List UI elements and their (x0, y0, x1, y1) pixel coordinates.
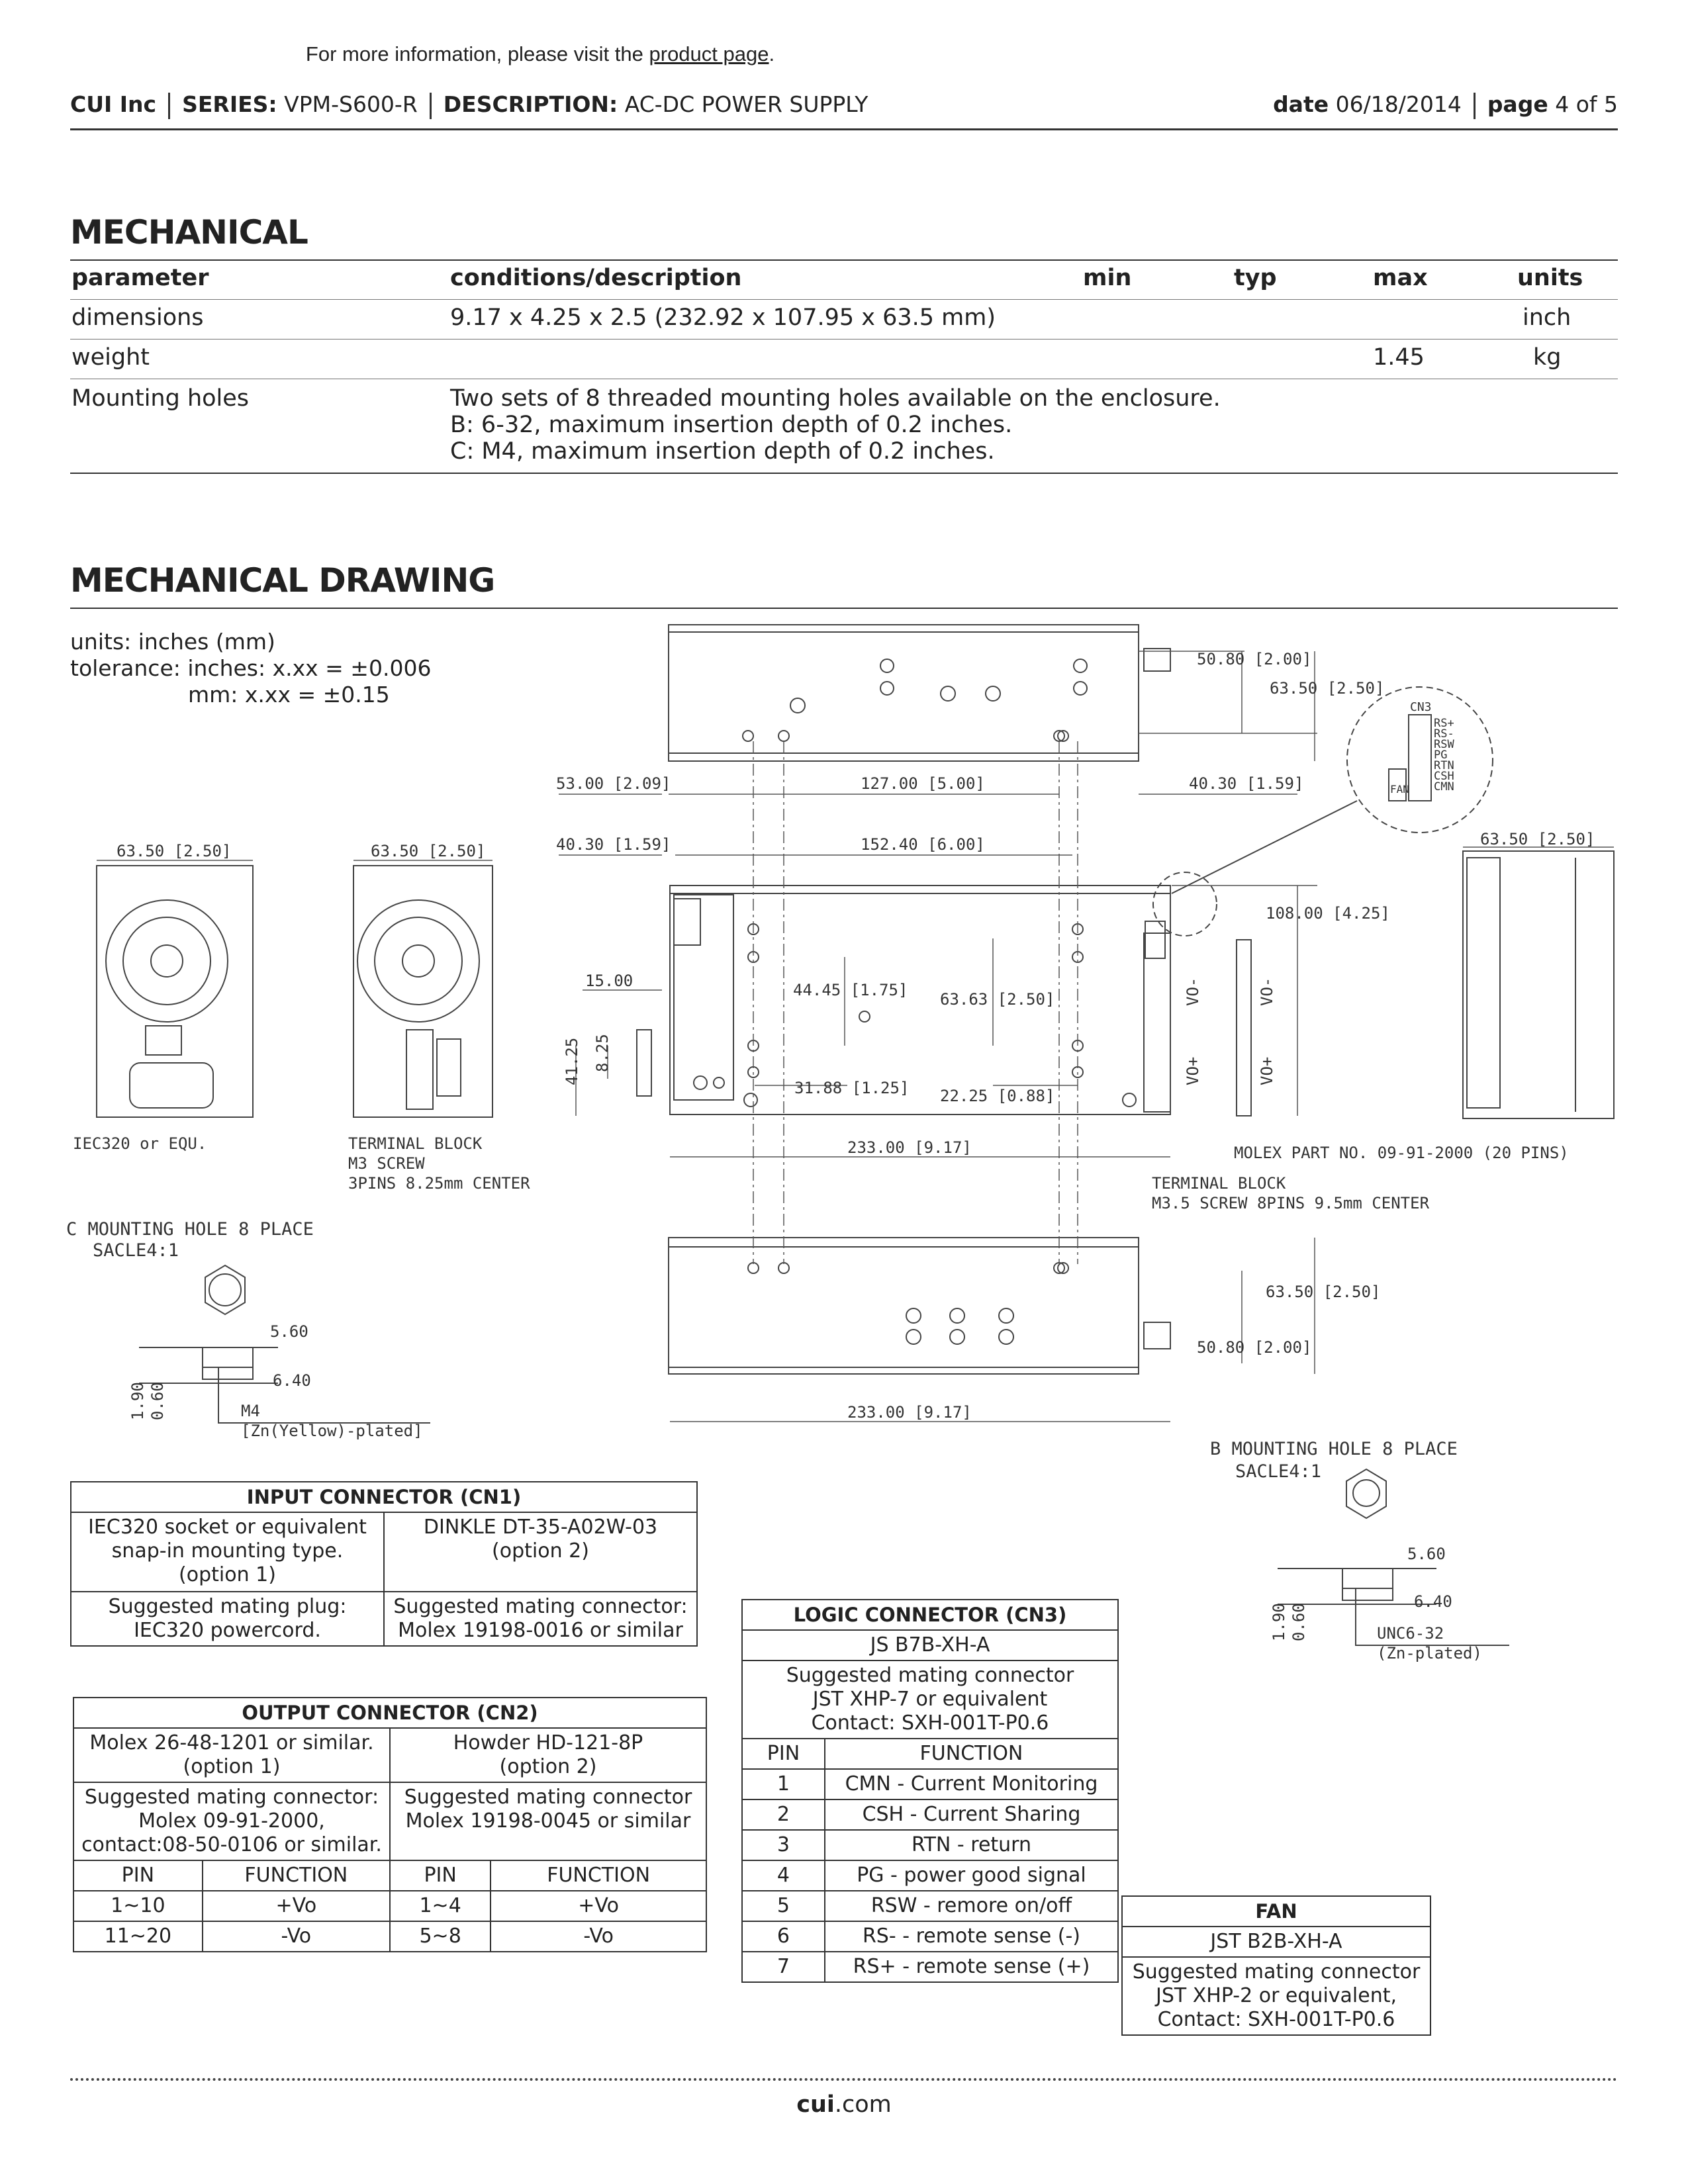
cn2-head-function: FUNCTION (203, 1860, 390, 1891)
c-dim-1-90: 1.90 (128, 1382, 147, 1420)
b-hole-detail (1278, 1469, 1509, 1645)
vo-plus-label: VO+ (1184, 1056, 1202, 1085)
table-row: 3 RTN - return (742, 1830, 1118, 1860)
dim-63-50: 63.50 [2.50] (1270, 679, 1385, 698)
dim-53: 53.00 [2.09] (556, 774, 671, 793)
cn3-pin-label: PG (1434, 749, 1448, 762)
c-hole-title: C MOUNTING HOLE 8 PLACE (66, 1219, 314, 1240)
col-typ: typ (1234, 265, 1277, 291)
b-dim-1-90: 1.90 (1270, 1603, 1288, 1641)
terminal-caption-3: 3PINS 8.25mm CENTER (348, 1174, 530, 1193)
cn2-mating2: Suggested mating connector Molex 19198-0045 or similar (390, 1782, 706, 1860)
col-min: min (1083, 265, 1132, 291)
drawing-title: MECHANICAL DRAWING (70, 561, 495, 600)
cn1-option1: IEC320 socket or equivalent snap-in mounting type. (option 1) (71, 1512, 384, 1592)
table-row: 6 RS- - remote sense (-) (742, 1921, 1118, 1952)
dim-50-80: 50.80 [2.00] (1197, 650, 1312, 668)
dim-63-50-b: 63.50 [2.50] (1266, 1283, 1381, 1301)
col-units: units (1517, 265, 1583, 291)
vo-plus-label-2: VO+ (1258, 1056, 1276, 1085)
dim-63-left2: 63.50 [2.50] (371, 842, 486, 860)
terminal-caption-4: TERMINAL BLOCK (1152, 1174, 1286, 1193)
cn3-pin-label: CSH (1434, 770, 1454, 783)
terminal-caption-1: TERMINAL BLOCK (348, 1134, 483, 1153)
molex-caption: MOLEX PART NO. 09-91-2000 (20 PINS) (1234, 1144, 1569, 1162)
cn1-mating1: Suggested mating plug: IEC320 powercord. (71, 1592, 384, 1646)
company-name: CUI Inc (70, 91, 157, 117)
cn2-title: OUTPUT CONNECTOR (CN2) (73, 1698, 706, 1728)
table-row: 7 RS+ - remote sense (+) (742, 1952, 1118, 1982)
table-row: 1 CMN - Current Monitoring (742, 1769, 1118, 1799)
cn2-mating1: Suggested mating connector: Molex 09-91-2000, contact:08-50-0106 or similar. (73, 1782, 390, 1860)
row-weight-max: 1.45 (1373, 344, 1425, 371)
cn3-label: CN3 (1410, 700, 1432, 714)
b-hole-title: B MOUNTING HOLE 8 PLACE (1210, 1439, 1458, 1459)
cn3-mating: Suggested mating connector JST XHP-7 or equivalent Contact: SXH-001T-P0.6 (742, 1661, 1118, 1739)
iec-caption: IEC320 or EQU. (73, 1134, 207, 1153)
cn3-pin-label: RS+ (1434, 717, 1454, 730)
dim-40-30-b: 40.30 [1.59] (1189, 774, 1304, 793)
cn3-title: LOGIC CONNECTOR (CN3) (742, 1600, 1118, 1630)
dim-41-25: 41.25 (563, 1037, 581, 1085)
b-unc: UNC6-32 (1377, 1624, 1444, 1643)
row-weight-units: kg (1533, 344, 1562, 371)
fan-title: FAN (1122, 1896, 1430, 1927)
row-holes-cond: Two sets of 8 threaded mounting holes available on the enclosure. B: 6-32, maximum insertion depth of 0.2 inches. C: M4, maximum insertion depth of 0.2 inches. (450, 385, 1221, 465)
dim-127: 127.00 [5.00] (861, 774, 985, 793)
cn1-option2: DINKLE DT-35-A02W-03 (option 2) (384, 1512, 697, 1592)
c-dim-6-40: 6.40 (273, 1371, 311, 1390)
fan-mating: Suggested mating connector JST XHP-2 or equivalent, Contact: SXH-001T-P0.6 (1122, 1957, 1430, 2035)
c-dim-0-60: 0.60 (148, 1382, 167, 1420)
dim-40-30-a: 40.30 [1.59] (556, 835, 671, 854)
b-dim-0-60: 0.60 (1289, 1603, 1308, 1641)
fan-connector-table (1121, 1895, 1431, 2036)
cn3-pin-label: RS- (1434, 727, 1454, 741)
footer-rule (70, 2078, 1618, 2081)
row-dimensions-param: dimensions (71, 304, 204, 331)
cn3-head-pin: PIN (742, 1739, 825, 1769)
terminal-caption-5: M3.5 SCREW 8PINS 9.5mm CENTER (1152, 1194, 1430, 1212)
page-value: 4 of 5 (1555, 91, 1618, 117)
table-row: 5 RSW - remore on/off (742, 1891, 1118, 1921)
cn3-pin-label: RSW (1434, 738, 1454, 751)
output-connector-table (73, 1697, 707, 1952)
dim-31-88: 31.88 [1.25] (794, 1079, 910, 1097)
b-plating: (Zn-plated) (1377, 1644, 1482, 1662)
dim-108: 108.00 [4.25] (1266, 904, 1390, 923)
c-dim-5-60: 5.60 (270, 1322, 308, 1341)
col-conditions: conditions/description (450, 265, 742, 291)
series-value: VPM-S600-R (284, 91, 418, 117)
product-info-line: For more information, please visit the product page. (305, 42, 775, 66)
left-end-view-iec (97, 866, 253, 1117)
dim-63-right: 63.50 [2.50] (1480, 830, 1595, 848)
row-dimensions-cond: 9.17 x 4.25 x 2.5 (232.92 x 107.95 x 63.5 mm) (450, 304, 996, 331)
row-weight-param: weight (71, 344, 150, 371)
left-end-view-terminal (353, 866, 492, 1117)
cn2-option1: Molex 26-48-1201 or similar. (option 1) (73, 1728, 390, 1782)
col-max: max (1373, 265, 1428, 291)
dim-233-b: 233.00 [9.17] (847, 1403, 972, 1422)
table-row: 4 PG - power good signal (742, 1860, 1118, 1891)
table-row: 11~20 -Vo 5~8 -Vo (73, 1921, 706, 1952)
c-hole-scale: SACLE4:1 (93, 1240, 179, 1261)
vo-minus-label-2: VO- (1258, 977, 1276, 1006)
c-plating: [Zn(Yellow)-plated] (241, 1422, 423, 1440)
dim-50-80-b: 50.80 [2.00] (1197, 1338, 1312, 1357)
dim-233-a: 233.00 [9.17] (847, 1138, 972, 1157)
b-dim-5-60: 5.60 (1407, 1545, 1446, 1563)
product-page-link[interactable]: product page (649, 42, 769, 66)
header-left: CUI Inc SERIES: VPM-S600-R DESCRIPTION: AC-DC POWER SUPPLY (70, 91, 868, 119)
cn3-pin-label: CMN (1434, 780, 1454, 794)
cn2-head-pin: PIN (390, 1860, 491, 1891)
table-row: 1~10 +Vo 1~4 +Vo (73, 1891, 706, 1921)
dim-8-25: 8.25 (593, 1034, 612, 1072)
mechanical-title: MECHANICAL (70, 213, 308, 251)
cn3-pin-label: RTN (1434, 759, 1454, 772)
top-view (669, 625, 1170, 761)
input-connector-table (70, 1481, 698, 1647)
table-row: 2 CSH - Current Sharing (742, 1799, 1118, 1830)
fan-part: JST B2B-XH-A (1122, 1927, 1430, 1957)
cn1-title: INPUT CONNECTOR (CN1) (71, 1482, 697, 1512)
cn3-part: JS B7B-XH-A (742, 1630, 1118, 1661)
c-m4: M4 (241, 1402, 260, 1420)
col-parameter: parameter (71, 265, 209, 291)
right-end-view (1463, 851, 1614, 1118)
date-value: 06/18/2014 (1335, 91, 1462, 117)
header-right: date 06/18/2014 page 4 of 5 (1273, 91, 1618, 119)
cn2-head-pin: PIN (73, 1860, 203, 1891)
dim-15: 15.00 (585, 972, 633, 990)
dim-63-63: 63.63 [2.50] (940, 990, 1055, 1009)
units-note: units: inches (mm) tolerance: inches: x.xx = ±0.006 mm: x.xx = ±0.15 (70, 629, 432, 707)
b-hole-scale: SACLE4:1 (1235, 1461, 1322, 1482)
cn2-option2: Howder HD-121-8P (option 2) (390, 1728, 706, 1782)
bottom-view (669, 1238, 1170, 1374)
row-dimensions-units: inch (1523, 304, 1571, 331)
fan-label: FAN (1390, 783, 1409, 796)
b-dim-6-40: 6.40 (1414, 1592, 1452, 1611)
cn1-mating2: Suggested mating connector: Molex 19198-0016 or similar (384, 1592, 697, 1646)
dim-22-25: 22.25 [0.88] (940, 1087, 1055, 1105)
dim-63-left1: 63.50 [2.50] (117, 842, 232, 860)
description-value: AC-DC POWER SUPPLY (624, 91, 868, 117)
terminal-caption-2: M3 SCREW (348, 1154, 425, 1173)
cn3-head-function: FUNCTION (825, 1739, 1118, 1769)
vo-minus-label: VO- (1184, 977, 1202, 1006)
dim-152: 152.40 [6.00] (861, 835, 985, 854)
footer-brand: cui.com (796, 2091, 892, 2118)
c-hole-detail (139, 1265, 430, 1423)
cn2-head-function: FUNCTION (491, 1860, 706, 1891)
dim-44-45: 44.45 [1.75] (793, 981, 908, 999)
row-holes-param: Mounting holes (71, 385, 250, 412)
logic-connector-table (741, 1599, 1119, 1983)
